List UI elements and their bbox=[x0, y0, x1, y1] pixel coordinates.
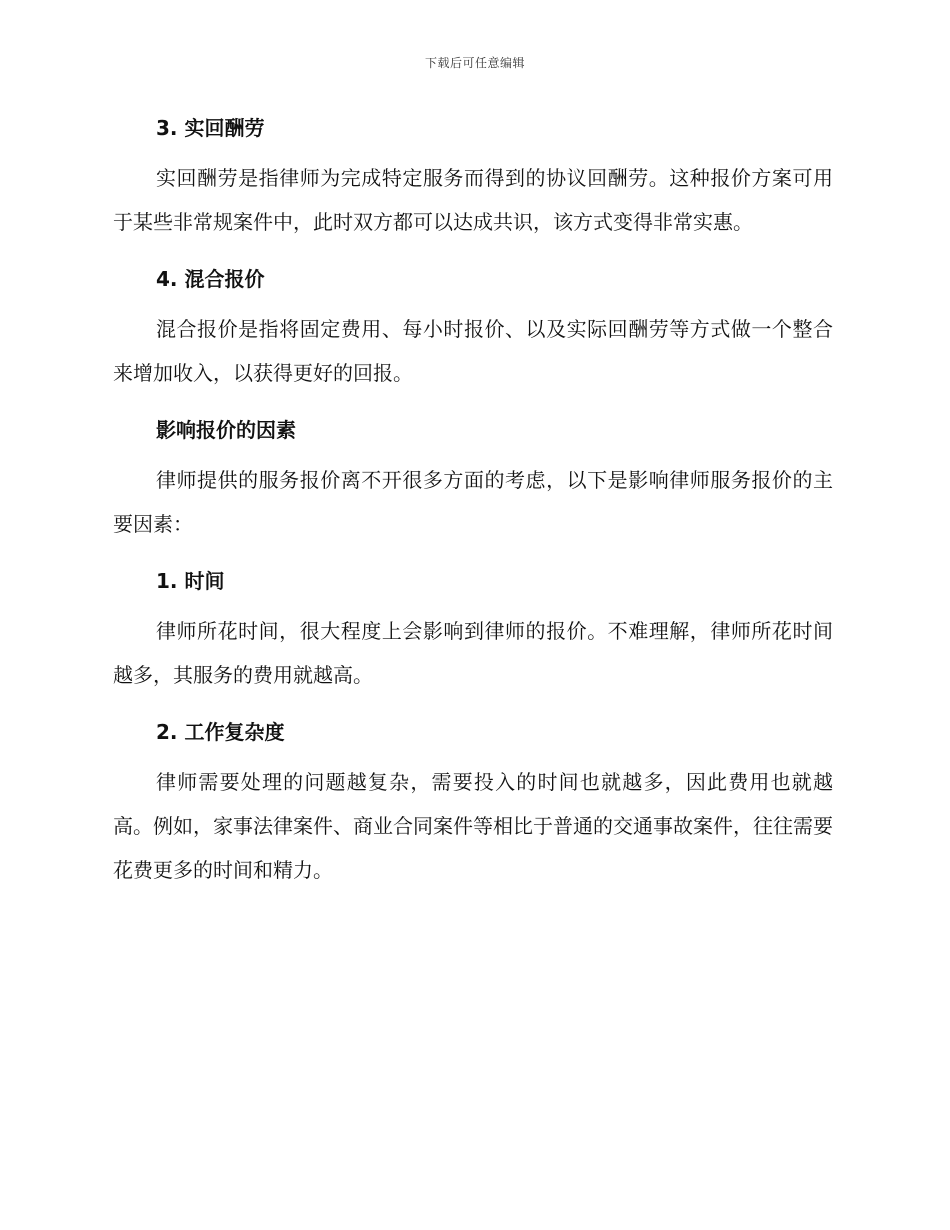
paragraph-time: 律师所花时间，很大程度上会影响到律师的报价。不难理解，律师所花时间越多，其服务的费用就越高。 bbox=[113, 619, 833, 687]
section-heading-time: 1. 时间 bbox=[156, 569, 225, 593]
paragraph-actual-fee: 实回酬劳是指律师为完成特定服务而得到的协议回酬劳。这种报价方案可用于某些非常规案件中，此时双方都可以达成共识，该方式变得非常实惠。 bbox=[113, 166, 833, 234]
page-header: 下载后可任意编辑 bbox=[424, 56, 525, 70]
paragraph-mixed-quote: 混合报价是指将固定费用、每小时报价、以及实际回酬劳等方式做一个整合来增加收入，以获得更好的回报。 bbox=[113, 317, 833, 385]
paragraph-complexity: 律师需要处理的问题越复杂，需要投入的时间也就越多，因此费用也就越高。例如，家事法律案件、商业合同案件等相比于普通的交通事故案件，往往需要花费更多的时间和精力。 bbox=[113, 770, 833, 882]
section-heading-complexity: 2. 工作复杂度 bbox=[156, 720, 285, 744]
section-heading-mixed-quote: 4. 混合报价 bbox=[156, 267, 265, 291]
document-body bbox=[113, 110, 833, 892]
section-heading-actual-fee: 3. 实回酬劳 bbox=[156, 116, 265, 140]
paragraph-factors: 律师提供的服务报价离不开很多方面的考虑，以下是影响律师服务报价的主要因素： bbox=[113, 468, 833, 536]
section-heading-factors: 影响报价的因素 bbox=[156, 418, 296, 442]
